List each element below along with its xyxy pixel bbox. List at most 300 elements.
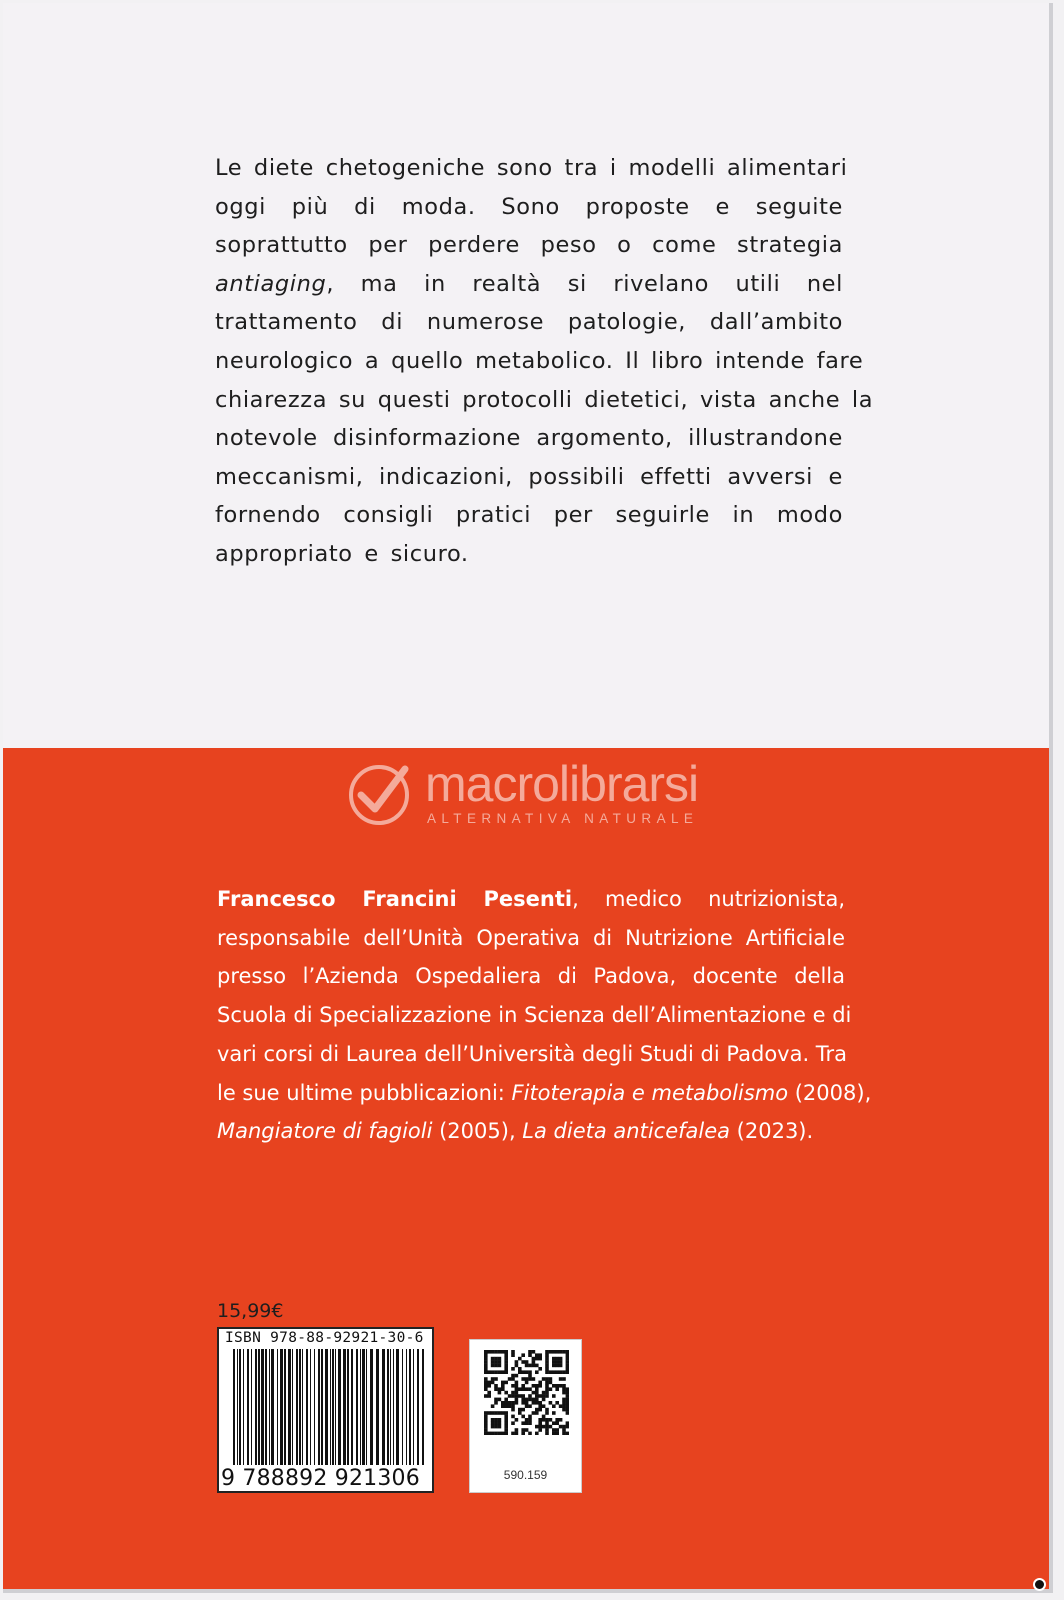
barcode-bar	[376, 1349, 379, 1465]
qr-module	[515, 1398, 519, 1402]
qr-module	[535, 1394, 539, 1398]
qr-module	[535, 1408, 539, 1412]
qr-module	[525, 1404, 529, 1408]
qr-module	[542, 1404, 546, 1408]
qr-module	[562, 1384, 566, 1388]
qr-module	[528, 1377, 532, 1381]
qr-module	[545, 1350, 549, 1354]
qr-module	[555, 1370, 559, 1374]
qr-module	[501, 1401, 505, 1405]
qr-module	[491, 1364, 495, 1368]
qr-module	[559, 1370, 563, 1374]
qr-module	[532, 1350, 536, 1354]
qr-module	[552, 1350, 556, 1354]
barcode-bar	[366, 1349, 367, 1465]
barcode-bar	[258, 1349, 260, 1465]
qr-module	[494, 1425, 498, 1429]
qr-module	[521, 1398, 525, 1402]
qr-module	[487, 1350, 491, 1354]
qr-module	[484, 1428, 488, 1432]
qr-module	[504, 1350, 508, 1354]
qr-module	[511, 1367, 515, 1371]
qr-module	[521, 1421, 525, 1425]
qr-module	[562, 1398, 566, 1402]
barcode-bar	[338, 1349, 341, 1465]
barcode-bar	[390, 1349, 391, 1465]
qr-module	[484, 1421, 488, 1425]
qr-module	[532, 1401, 536, 1405]
qr-module	[566, 1367, 569, 1371]
qr-module	[559, 1350, 563, 1354]
qr-module	[498, 1418, 502, 1422]
qr-module	[552, 1421, 556, 1425]
bio-line	[217, 1074, 872, 1113]
qr-module	[515, 1384, 519, 1388]
qr-module	[491, 1421, 495, 1425]
qr-module	[552, 1432, 556, 1435]
barcode-bar	[347, 1349, 349, 1465]
qr-module	[484, 1360, 488, 1364]
qr-module	[545, 1387, 549, 1391]
qr-module	[487, 1381, 491, 1385]
qr-module	[494, 1432, 498, 1435]
book-year: (2023).	[730, 1119, 814, 1144]
qr-module	[518, 1367, 522, 1371]
qr-module	[555, 1387, 559, 1391]
qr-module	[549, 1350, 553, 1354]
qr-module	[538, 1357, 542, 1361]
qr-module	[545, 1381, 549, 1385]
qr-module	[532, 1398, 536, 1402]
qr-module	[484, 1377, 488, 1381]
qr-code	[484, 1350, 569, 1435]
qr-module	[559, 1377, 563, 1381]
watermark	[343, 755, 743, 835]
qr-module	[504, 1432, 508, 1435]
qr-module	[552, 1384, 556, 1388]
qr-module	[545, 1367, 549, 1371]
qr-module	[566, 1353, 569, 1357]
qr-module	[559, 1384, 563, 1388]
isbn-barcode	[217, 1327, 434, 1493]
qr-module	[555, 1360, 559, 1364]
qr-module	[511, 1408, 515, 1412]
qr-module	[528, 1432, 532, 1435]
qr-module	[511, 1394, 515, 1398]
corner-dot	[1033, 1578, 1046, 1591]
qr-module	[552, 1428, 556, 1432]
qr-module	[484, 1364, 488, 1368]
blurb-line: notevole disinformazione argomento, illustrandone	[215, 425, 843, 452]
qr-module	[555, 1384, 559, 1388]
qr-module	[566, 1421, 569, 1425]
qr-module	[528, 1418, 532, 1422]
qr-module	[515, 1394, 519, 1398]
book-year: (2005),	[432, 1119, 523, 1144]
qr-module	[498, 1411, 502, 1415]
bio-line: Scuola di Specializzazione in Scienza dell’Alimentazione e di	[217, 1003, 852, 1028]
blurb-italic-suffix: , ma	[326, 270, 398, 297]
qr-module	[566, 1411, 569, 1415]
qr-module	[518, 1408, 522, 1412]
barcode-bar	[302, 1349, 303, 1465]
qr-module	[562, 1425, 566, 1429]
qr-module	[504, 1404, 508, 1408]
qr-module	[542, 1398, 546, 1402]
qr-module	[484, 1353, 488, 1357]
qr-module	[521, 1428, 525, 1432]
qr-module	[545, 1408, 549, 1412]
barcode-bar	[280, 1349, 283, 1465]
qr-module	[515, 1428, 519, 1432]
qr-module	[498, 1425, 502, 1429]
qr-module	[562, 1408, 566, 1412]
qr-module	[501, 1381, 505, 1385]
qr-module	[498, 1370, 502, 1374]
qr-module	[525, 1377, 529, 1381]
bio-line: presso l’Azienda Ospedaliera di Padova, docente della	[217, 964, 845, 989]
qr-module	[555, 1418, 559, 1422]
qr-module	[545, 1418, 549, 1422]
qr-module	[528, 1364, 532, 1368]
qr-module	[535, 1398, 539, 1402]
qr-module	[515, 1360, 519, 1364]
qr-module	[535, 1353, 539, 1357]
qr-module	[538, 1418, 542, 1422]
blurb-line-rest: in realtà si rivelano utili nel	[424, 270, 843, 297]
qr-module	[494, 1350, 498, 1354]
qr-module	[559, 1357, 563, 1361]
qr-module	[562, 1350, 566, 1354]
qr-module	[511, 1401, 515, 1405]
qr-module	[552, 1357, 556, 1361]
qr-module	[549, 1377, 553, 1381]
qr-module	[484, 1415, 488, 1419]
book-title: Mangiatore di fagioli	[217, 1119, 433, 1144]
qr-module	[521, 1377, 525, 1381]
qr-module	[538, 1404, 542, 1408]
bio-line: responsabile dell’Unità Operativa di Nutrizione Artificiale	[217, 925, 845, 950]
qr-module	[562, 1387, 566, 1391]
barcode-bar	[265, 1349, 267, 1465]
qr-module	[484, 1384, 488, 1388]
qr-module	[484, 1411, 488, 1415]
qr-module	[515, 1381, 519, 1385]
qr-module	[521, 1387, 525, 1391]
barcode-bar	[318, 1349, 320, 1465]
qr-module	[535, 1370, 539, 1374]
qr-module	[532, 1377, 536, 1381]
qr-module	[498, 1387, 502, 1391]
qr-module	[532, 1357, 536, 1361]
author-bio	[217, 880, 872, 1151]
qr-module	[494, 1364, 498, 1368]
qr-module	[508, 1394, 512, 1398]
qr-module	[545, 1370, 549, 1374]
qr-module	[545, 1411, 549, 1415]
qr-module	[538, 1401, 542, 1405]
blurb-line: trattamento di numerose patologie, dall’ambito	[215, 309, 843, 336]
qr-module	[484, 1381, 488, 1385]
blurb-line: soprattutto per perdere peso o come strategia	[215, 232, 843, 259]
qr-module	[545, 1391, 549, 1395]
bio-publications-prefix: le sue ultime pubblicazioni:	[217, 1080, 512, 1105]
qr-module	[484, 1357, 488, 1361]
blurb-line: oggi più di moda. Sono proposte e seguite	[215, 193, 843, 220]
bio-line	[217, 1112, 845, 1151]
ean-number: 9 788892 921306	[221, 1466, 420, 1491]
qr-module	[538, 1421, 542, 1425]
qr-module	[559, 1425, 563, 1429]
qr-module	[484, 1432, 488, 1435]
qr-module	[528, 1387, 532, 1391]
blurb-line: appropriato e sicuro.	[215, 540, 469, 567]
qr-module	[538, 1381, 542, 1385]
qr-module	[518, 1387, 522, 1391]
book-blurb	[215, 149, 874, 574]
qr-module	[559, 1418, 563, 1422]
qr-module	[515, 1401, 519, 1405]
book-back-cover	[3, 3, 1053, 1593]
qr-module	[562, 1404, 566, 1408]
qr-module	[552, 1364, 556, 1368]
qr-module	[494, 1360, 498, 1364]
qr-module	[487, 1394, 491, 1398]
barcode-bar	[362, 1349, 365, 1465]
barcode-bar	[269, 1349, 270, 1465]
qr-module	[528, 1398, 532, 1402]
qr-module	[525, 1401, 529, 1405]
qr-module	[484, 1370, 488, 1374]
qr-module	[491, 1370, 495, 1374]
watermark-tagline: ALTERNATIVA NATURALE	[427, 811, 699, 826]
qr-module	[487, 1432, 491, 1435]
qr-module	[562, 1401, 566, 1405]
barcode-bar	[271, 1349, 274, 1465]
qr-module	[555, 1350, 559, 1354]
barcode-bar	[413, 1349, 414, 1465]
qr-module	[552, 1404, 556, 1408]
qr-module	[562, 1428, 566, 1432]
qr-module	[566, 1398, 569, 1402]
qr-module	[487, 1370, 491, 1374]
qr-module	[542, 1418, 546, 1422]
barcode-bar	[251, 1349, 252, 1465]
qr-module	[504, 1425, 508, 1429]
qr-module	[494, 1384, 498, 1388]
qr-module	[515, 1432, 519, 1435]
qr-module	[525, 1360, 529, 1364]
qr-module	[528, 1350, 532, 1354]
qr-module	[494, 1398, 498, 1402]
qr-module	[494, 1401, 498, 1405]
qr-module	[535, 1384, 539, 1388]
qr-module	[562, 1377, 566, 1381]
qr-module	[566, 1394, 569, 1398]
blurb-line: neurologico a quello metabolico. Il libro intende fare	[215, 347, 864, 374]
qr-module	[504, 1360, 508, 1364]
qr-module	[538, 1353, 542, 1357]
qr-module	[528, 1353, 532, 1357]
barcode-bar	[422, 1349, 424, 1465]
qr-module	[538, 1394, 542, 1398]
qr-module	[525, 1370, 529, 1374]
qr-module	[521, 1370, 525, 1374]
qr-module	[535, 1425, 539, 1429]
qr-module	[504, 1418, 508, 1422]
qr-module	[535, 1387, 539, 1391]
cover-top-section	[3, 3, 1049, 748]
book-title: Fitoterapia e metabolismo	[511, 1080, 789, 1105]
qr-module	[566, 1370, 569, 1374]
qr-module	[566, 1364, 569, 1368]
barcode-bar	[387, 1349, 389, 1465]
qr-module	[498, 1432, 502, 1435]
qr-module	[491, 1411, 495, 1415]
qr-module	[542, 1391, 546, 1395]
qr-module	[498, 1350, 502, 1354]
barcode-bar	[237, 1349, 238, 1465]
qr-module	[525, 1421, 529, 1425]
qr-module	[535, 1411, 539, 1415]
qr-module	[542, 1425, 546, 1429]
qr-module	[508, 1377, 512, 1381]
qr-module	[549, 1387, 553, 1391]
qr-module	[562, 1432, 566, 1435]
qr-module	[484, 1350, 488, 1354]
qr-module	[511, 1404, 515, 1408]
qr-module	[545, 1364, 549, 1368]
qr-module	[484, 1394, 488, 1398]
qr-module	[501, 1404, 505, 1408]
qr-module	[532, 1364, 536, 1368]
book-year: (2008),	[788, 1080, 872, 1105]
qr-module	[525, 1387, 529, 1391]
qr-module	[559, 1360, 563, 1364]
qr-code-label	[469, 1339, 582, 1493]
bio-line	[217, 880, 845, 919]
barcode-bar	[360, 1349, 361, 1465]
qr-module	[525, 1364, 529, 1368]
qr-module	[538, 1425, 542, 1429]
qr-module	[549, 1370, 553, 1374]
qr-module	[545, 1353, 549, 1357]
qr-module	[555, 1401, 559, 1405]
qr-module	[532, 1391, 536, 1395]
qr-reference-number: 590.159	[503, 1468, 548, 1482]
qr-module	[504, 1415, 508, 1419]
qr-module	[555, 1432, 559, 1435]
barcode-bar	[296, 1349, 298, 1465]
qr-module	[521, 1408, 525, 1412]
qr-module	[501, 1387, 505, 1391]
qr-module	[491, 1425, 495, 1429]
qr-module	[498, 1360, 502, 1364]
bio-line: vari corsi di Laurea dell’Università degli Studi di Padova. Tra	[217, 1041, 848, 1066]
qr-module	[521, 1401, 525, 1405]
price-label: 15,99€	[217, 1300, 284, 1322]
barcode-bar	[233, 1349, 235, 1465]
qr-module	[545, 1360, 549, 1364]
qr-module	[501, 1350, 505, 1354]
qr-module	[484, 1425, 488, 1429]
qr-module	[559, 1404, 563, 1408]
barcode-bar	[288, 1349, 291, 1465]
isbn-number: ISBN 978-88-92921-30-6	[225, 1330, 424, 1346]
qr-module	[532, 1360, 536, 1364]
barcode-bar	[306, 1349, 308, 1465]
barcode-bar	[261, 1349, 264, 1465]
blurb-line	[215, 265, 843, 304]
blurb-line: fornendo consigli pratici per seguirle in modo	[215, 502, 843, 529]
qr-module	[555, 1428, 559, 1432]
qr-module	[528, 1421, 532, 1425]
qr-module	[504, 1398, 508, 1402]
qr-module	[545, 1384, 549, 1388]
qr-module	[535, 1391, 539, 1395]
qr-module	[545, 1428, 549, 1432]
barcode-bar	[356, 1349, 358, 1465]
blurb-line: chiarezza su questi protocolli dietetici, vista anche la	[215, 386, 874, 413]
qr-module	[566, 1432, 569, 1435]
qr-module	[498, 1364, 502, 1368]
qr-module	[538, 1408, 542, 1412]
qr-module	[535, 1357, 539, 1361]
qr-module	[504, 1381, 508, 1385]
blurb-line: meccanismi, indicazioni, possibili effetti avversi e	[215, 463, 843, 490]
qr-module	[535, 1432, 539, 1435]
qr-module	[532, 1411, 536, 1415]
qr-module	[491, 1418, 495, 1422]
blurb-line: Le diete chetogeniche sono tra i modelli alimentari	[215, 155, 848, 181]
qr-module	[504, 1391, 508, 1395]
qr-module	[542, 1377, 546, 1381]
qr-module	[566, 1401, 569, 1405]
qr-module	[542, 1415, 546, 1419]
barcode-bar	[321, 1349, 323, 1465]
qr-module	[552, 1370, 556, 1374]
qr-module	[518, 1357, 522, 1361]
qr-module	[491, 1404, 495, 1408]
qr-module	[504, 1421, 508, 1425]
qr-module	[528, 1415, 532, 1419]
qr-module	[542, 1394, 546, 1398]
qr-module	[525, 1381, 529, 1385]
author-name: Francesco Francini Pesenti	[217, 887, 573, 911]
qr-module	[549, 1418, 553, 1422]
qr-module	[491, 1381, 495, 1385]
barcode-bar	[406, 1349, 407, 1465]
qr-module	[521, 1360, 525, 1364]
qr-module	[504, 1428, 508, 1432]
qr-module	[501, 1432, 505, 1435]
qr-module	[491, 1432, 495, 1435]
blurb-italic-term: antiaging	[215, 270, 327, 297]
qr-module	[511, 1415, 515, 1419]
qr-module	[515, 1387, 519, 1391]
qr-module	[528, 1394, 532, 1398]
qr-module	[487, 1391, 491, 1395]
qr-module	[501, 1370, 505, 1374]
qr-module	[494, 1418, 498, 1422]
qr-module	[511, 1384, 515, 1388]
barcode-bar	[284, 1349, 286, 1465]
barcode-bar	[310, 1349, 311, 1465]
qr-module	[566, 1404, 569, 1408]
qr-module	[521, 1353, 525, 1357]
qr-module	[566, 1350, 569, 1354]
qr-module	[491, 1357, 495, 1361]
